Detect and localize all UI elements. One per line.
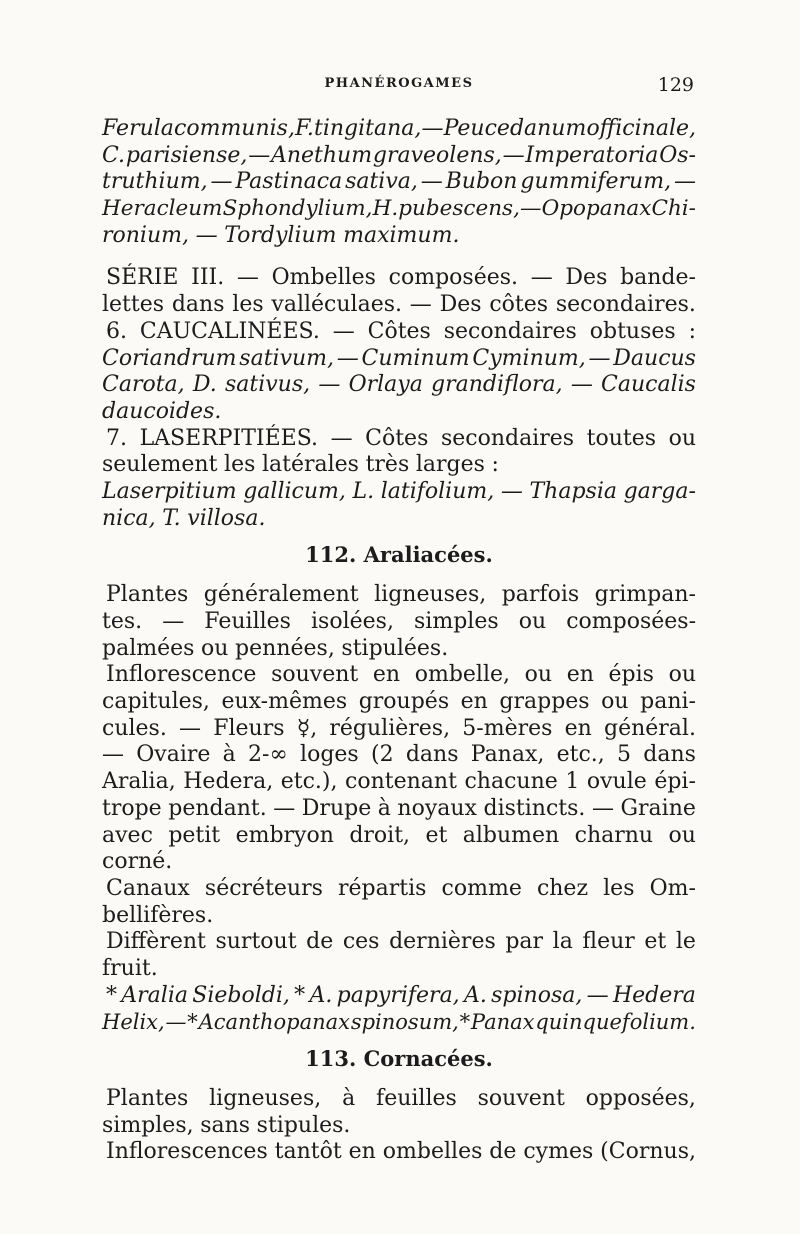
text-line: 6. CAUCALINÉES. — Côtes secondaires obtuses : (106, 318, 696, 344)
text-line: Plantes généralement ligneuses, parfois grimpan- (106, 582, 696, 608)
text-line: tes. — Feuilles isolées, simples ou composées- (102, 609, 696, 634)
text-line: lettes dans les valléculaes. — Des côtes secondaires. (102, 292, 696, 318)
text-line: capitules, eux-mêmes groupés en grappes ou pani- (102, 689, 696, 715)
text-line: Plantes ligneuses, à feuilles souvent opposées, (106, 1086, 696, 1111)
text-line: * Aralia Sieboldi, * A. papyrifera, A. spinosa, — Hedera (106, 982, 696, 1008)
text-line: palmées ou pennées, stipulées. (102, 635, 449, 661)
text-line: Coriandrum sativum, — Cuminum Cyminum, — Daucus (102, 345, 696, 371)
text-line: Helix, — * Acanthopanax spinosum, * Panax quinquefolium. (102, 1010, 696, 1035)
page-header (104, 76, 694, 102)
text-line: cules. — Fleurs ☿, régulières, 5-mères en général. (102, 715, 696, 741)
text-line: C. parisiense, — Anethum graveolens, — Imperatoria Os- (102, 142, 696, 168)
text-line: Carota, D. sativus, — Orlaya grandiflora, — Caucalis (102, 372, 696, 398)
running-title: PHANÉROGAMES (324, 76, 474, 91)
section-heading-112: 112. Araliacées. (305, 542, 493, 568)
text-line: seulement les latérales très larges : (102, 452, 499, 478)
text-line: Heracleum Sphondylium, H. pubescens, — Opopanax Chi- (102, 196, 696, 222)
text-line: 7. LASERPITIÉES. — Côtes secondaires toutes ou (106, 425, 696, 451)
text-line: Inflorescence souvent en ombelle, ou en épis ou (106, 662, 696, 688)
text-line: Aralia, Hedera, etc.), contenant chacune 1 ovule épi- (102, 769, 696, 795)
page-number: 129 (657, 74, 694, 96)
text-line: fruit. (102, 955, 158, 981)
text-line: simples, sans stipules. (102, 1112, 351, 1138)
text-line: bellifères. (102, 902, 214, 928)
text-line: Ferula communis, F. tingitana, — Peucedanum officinale, (102, 116, 696, 141)
text-line: — Ovaire à 2-∞ loges (2 dans Panax, etc., 5 dans (102, 742, 696, 768)
text-line: avec petit embryon droit, et albumen charnu ou (102, 822, 696, 848)
text-line: truthium, — Pastinaca sativa, — Bubon gummiferum, — (102, 169, 696, 195)
text-line: Inflorescences tantôt en ombelles de cymes (Cornus, (106, 1139, 696, 1165)
text-block (102, 116, 696, 1166)
text-line: Laserpitium gallicum, L. latifolium, — Thapsia garga- (102, 478, 696, 504)
text-line: Diffèrent surtout de ces dernières par la fleur et le (106, 929, 696, 955)
text-line: daucoides. (102, 398, 222, 424)
text-line: ronium, — Tordylium maximum. (102, 222, 460, 248)
text-line: corné. (102, 849, 173, 875)
text-line: nica, T. villosa. (102, 505, 266, 531)
section-heading-113: 113. Cornacées. (305, 1046, 493, 1071)
text-line: SÉRIE III. — Ombelles composées. — Des bande- (106, 265, 696, 291)
text-line: Canaux sécréteurs répartis comme chez les Om- (106, 875, 696, 901)
text-line: trope pendant. — Drupe à noyaux distincts. — Graine (102, 795, 696, 821)
